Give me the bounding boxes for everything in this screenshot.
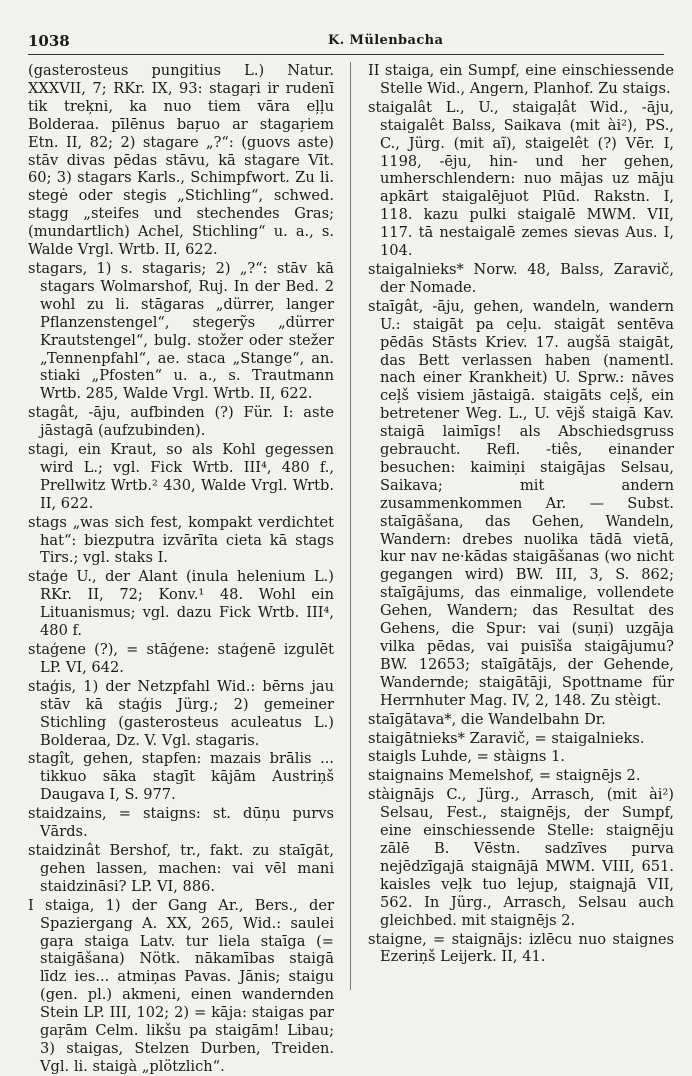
entry-text: stags „was sich fest, kompakt verdichtet hat“: biezputra izvārīta cieta kā stags Tirs.; vgl. staks I. xyxy=(28,513,334,567)
entry-text: stàignājs C., Jürg., Arrasch, (mit ài²) Selsau, Fest., staignējs, der Sumpf, eine einschiessende Stelle: staignēju zālē B. Vēstn. sadzīves purva nejēdzīgajā staignājā MWM. VIII, 651. kaisles veļk tuo lejup, staignajā VII, 562. In Jürg., Arrasch, Selsau auch gleichbed. mit staignējs 2. xyxy=(368,786,674,929)
entry-text: staigls Luhde, = stàigns 1. xyxy=(368,748,565,766)
entry-text: stagît, gehen, stapfen: mazais brālis ... tikkuo sāka stagīt kājām Austriņš Daugava I, S. 977. xyxy=(28,750,334,804)
entry-text: staģe U., der Alant (inula helenium L.) RKr. II, 72; Konv.¹ 48. Wohl ein Lituanismus; vgl. dazu Fick Wrtb. III⁴, 480 f. xyxy=(28,568,334,640)
entry-text: staidzinât Bershof, tr., fakt. zu staīgāt, gehen lassen, machen: vai vēl mani staidzināsi? LP. VI, 886. xyxy=(28,841,334,895)
entry-text: staģis, 1) der Netzpfahl Wid.: bērns jau stāv kā staģis Jürg.; 2) gemeiner Stichling (gasterosteus aculeatus L.) Bolderaa, Dz. V. Vgl. stagaris. xyxy=(28,677,334,749)
right-column xyxy=(368,62,674,992)
entry-text: staīgātava*, die Wandelbahn Dr. xyxy=(368,710,606,728)
entry-text: staigātnieks* Zaravič, = staigalnieks. xyxy=(368,729,645,747)
entry-text: staigalât L., U., staigaļât Wid., -āju, staigalêt Balss, Saikava (mit ài²), PS., C., Jürg. (mit aĩ), staigelêt (?) Vēr. I, 1198, -ēju, hin- und her gehen, umherschlendern: nuo mājas uz māju apkārt staigalējuot Plūd. Rakstn. I, 118. kazu pulki staigalē MWM. VII, 117. tā nestaigalē zemes sievas Aus. I, 104. xyxy=(368,98,674,260)
entry-text: staģene (?), = stāģene: staģenē izgulēt LP. VI, 642. xyxy=(28,641,334,676)
header-rule xyxy=(28,54,664,55)
page-header xyxy=(28,32,664,54)
entry-text: staignains Memelshof, = staignējs 2. xyxy=(368,767,641,785)
entry-text: I staiga, 1) der Gang Ar., Bers., der Spaziergang A. XX, 265, Wid.: saulei gaŗa staiga Latv. tur liela staīga (= staigāšana) Nötk. nākamības staigā līdz ies... atmiņas Pavas. Jānis; staigu (gen. pl.) akmeni, einen wandernden Stein LP. III, 102; 2) = kāja: staigas par gaŗām Celm. likšu pa staigām! Libau; 3) staigas, Stelzen Durben, Treiden. Vgl. li. staigà „plötzlich“. xyxy=(28,896,334,1075)
left-column xyxy=(28,62,334,1075)
entry-text: staigalnieks* Norw. 48, Balss, Zaravič, der Nomade. xyxy=(368,260,674,296)
entry-text: stagi, ein Kraut, so als Kohl gegessen wird L.; vgl. Fick Wrtb. III⁴, 480 f., Prellwitz Wrtb.² 430, Walde Vrgl. Wrtb. II, 622. xyxy=(28,441,334,512)
entry-text: (gasterosteus pungitius L.) Natur. XXXVII, 7; RKr. IX, 93: stagaŗi ir rudenī tik treķni, ka nuo tiem vāra eļļu Bolderaa. pīlēnus baŗuo ar stagaŗiem Etn. II, 82; 2) stagare „?“: (guovs aste) stāv divas pēdas stāvu, kā stagare Vīt. 60; 3) stagars Karls., Schimpfwort. Zu li. stegė oder stegis „Stichling“, schwed. stagg „steifes und stechendes Gras; (mundartlich) Achel, Stichling“ u. a., s. Walde Vrgl. Wrtb. II, 622. xyxy=(28,62,334,259)
entry-text: II staiga, ein Sumpf, eine einschiessende Stelle Wid., Angern, Planhof. Zu staigs. xyxy=(368,62,674,97)
running-head: K. Mülenbacha xyxy=(328,33,444,48)
column-divider xyxy=(350,62,351,990)
entry-text: staīgât, -āju, gehen, wandeln, wandern U.: staigāt pa ceļu. staigāt sentēva pēdās Stāsts Kriev. 17. augšā staigāt, das Bett verlassen haben (namentl. nach einer Krankheit) U. Sprw.: nāves ceļš visiem jāstaigā. staigāts ceļš, ein betretener Weg. L., U. vējš staigā Kav. staigā laimīgs! als Abschiedsgruss gebraucht. Refl. -tiês, einander besuchen: kaimiņi staigājas Selsau, Saikava; mit andern zusammenkommen Ar. — Subst. staīgāšana, das Gehen, Wandeln, Wandern: drebes nuolika tādā vietā, kur nav ne·kādas staigāšanas (wo nicht gegangen wird) BW. III, 3, S. 862; staīgājums, das einmalige, vollendete Gehen, Wandern; das Resultat des Gehens, die Spur: vai (suņi) uzgāja vilka pēdas, vai puisīša staigājumu? BW. 12653; staīgātājs, der Gehende, Wandernde; staigātāji, Spottname für Herrnhuter Mag. IV, 2, 148. Zu stèigt. xyxy=(368,297,674,709)
entry-text: stagars, 1) s. stagaris; 2) „?“: stāv kā stagars Wolmarshof, Ruj. In der Bed. 2 wohl zu li. stāgaras „dürrer, langer Pflanzenstengel“, stegerỹs „dürrer Krautstengel“, bulg. stožer oder stežer „Tennenpfahl“, ae. staca „Stange“, an. stiaki „Pfosten“ u. a., s. Trautmann Wrtb. 285, Walde Vrgl. Wrtb. II, 622. xyxy=(28,259,334,403)
entry-text: stagât, -āju, aufbinden (?) Für. I: aste jāstagā (aufzubinden). xyxy=(28,404,334,440)
entry-text: staigne, = staignājs: izlēcu nuo staignes Ezeriņš Leijerk. II, 41. xyxy=(368,930,674,966)
page-number: 1038 xyxy=(28,32,70,50)
entry-text: staidzains, = staigns: st. dūņu purvs Vārds. xyxy=(28,805,334,841)
